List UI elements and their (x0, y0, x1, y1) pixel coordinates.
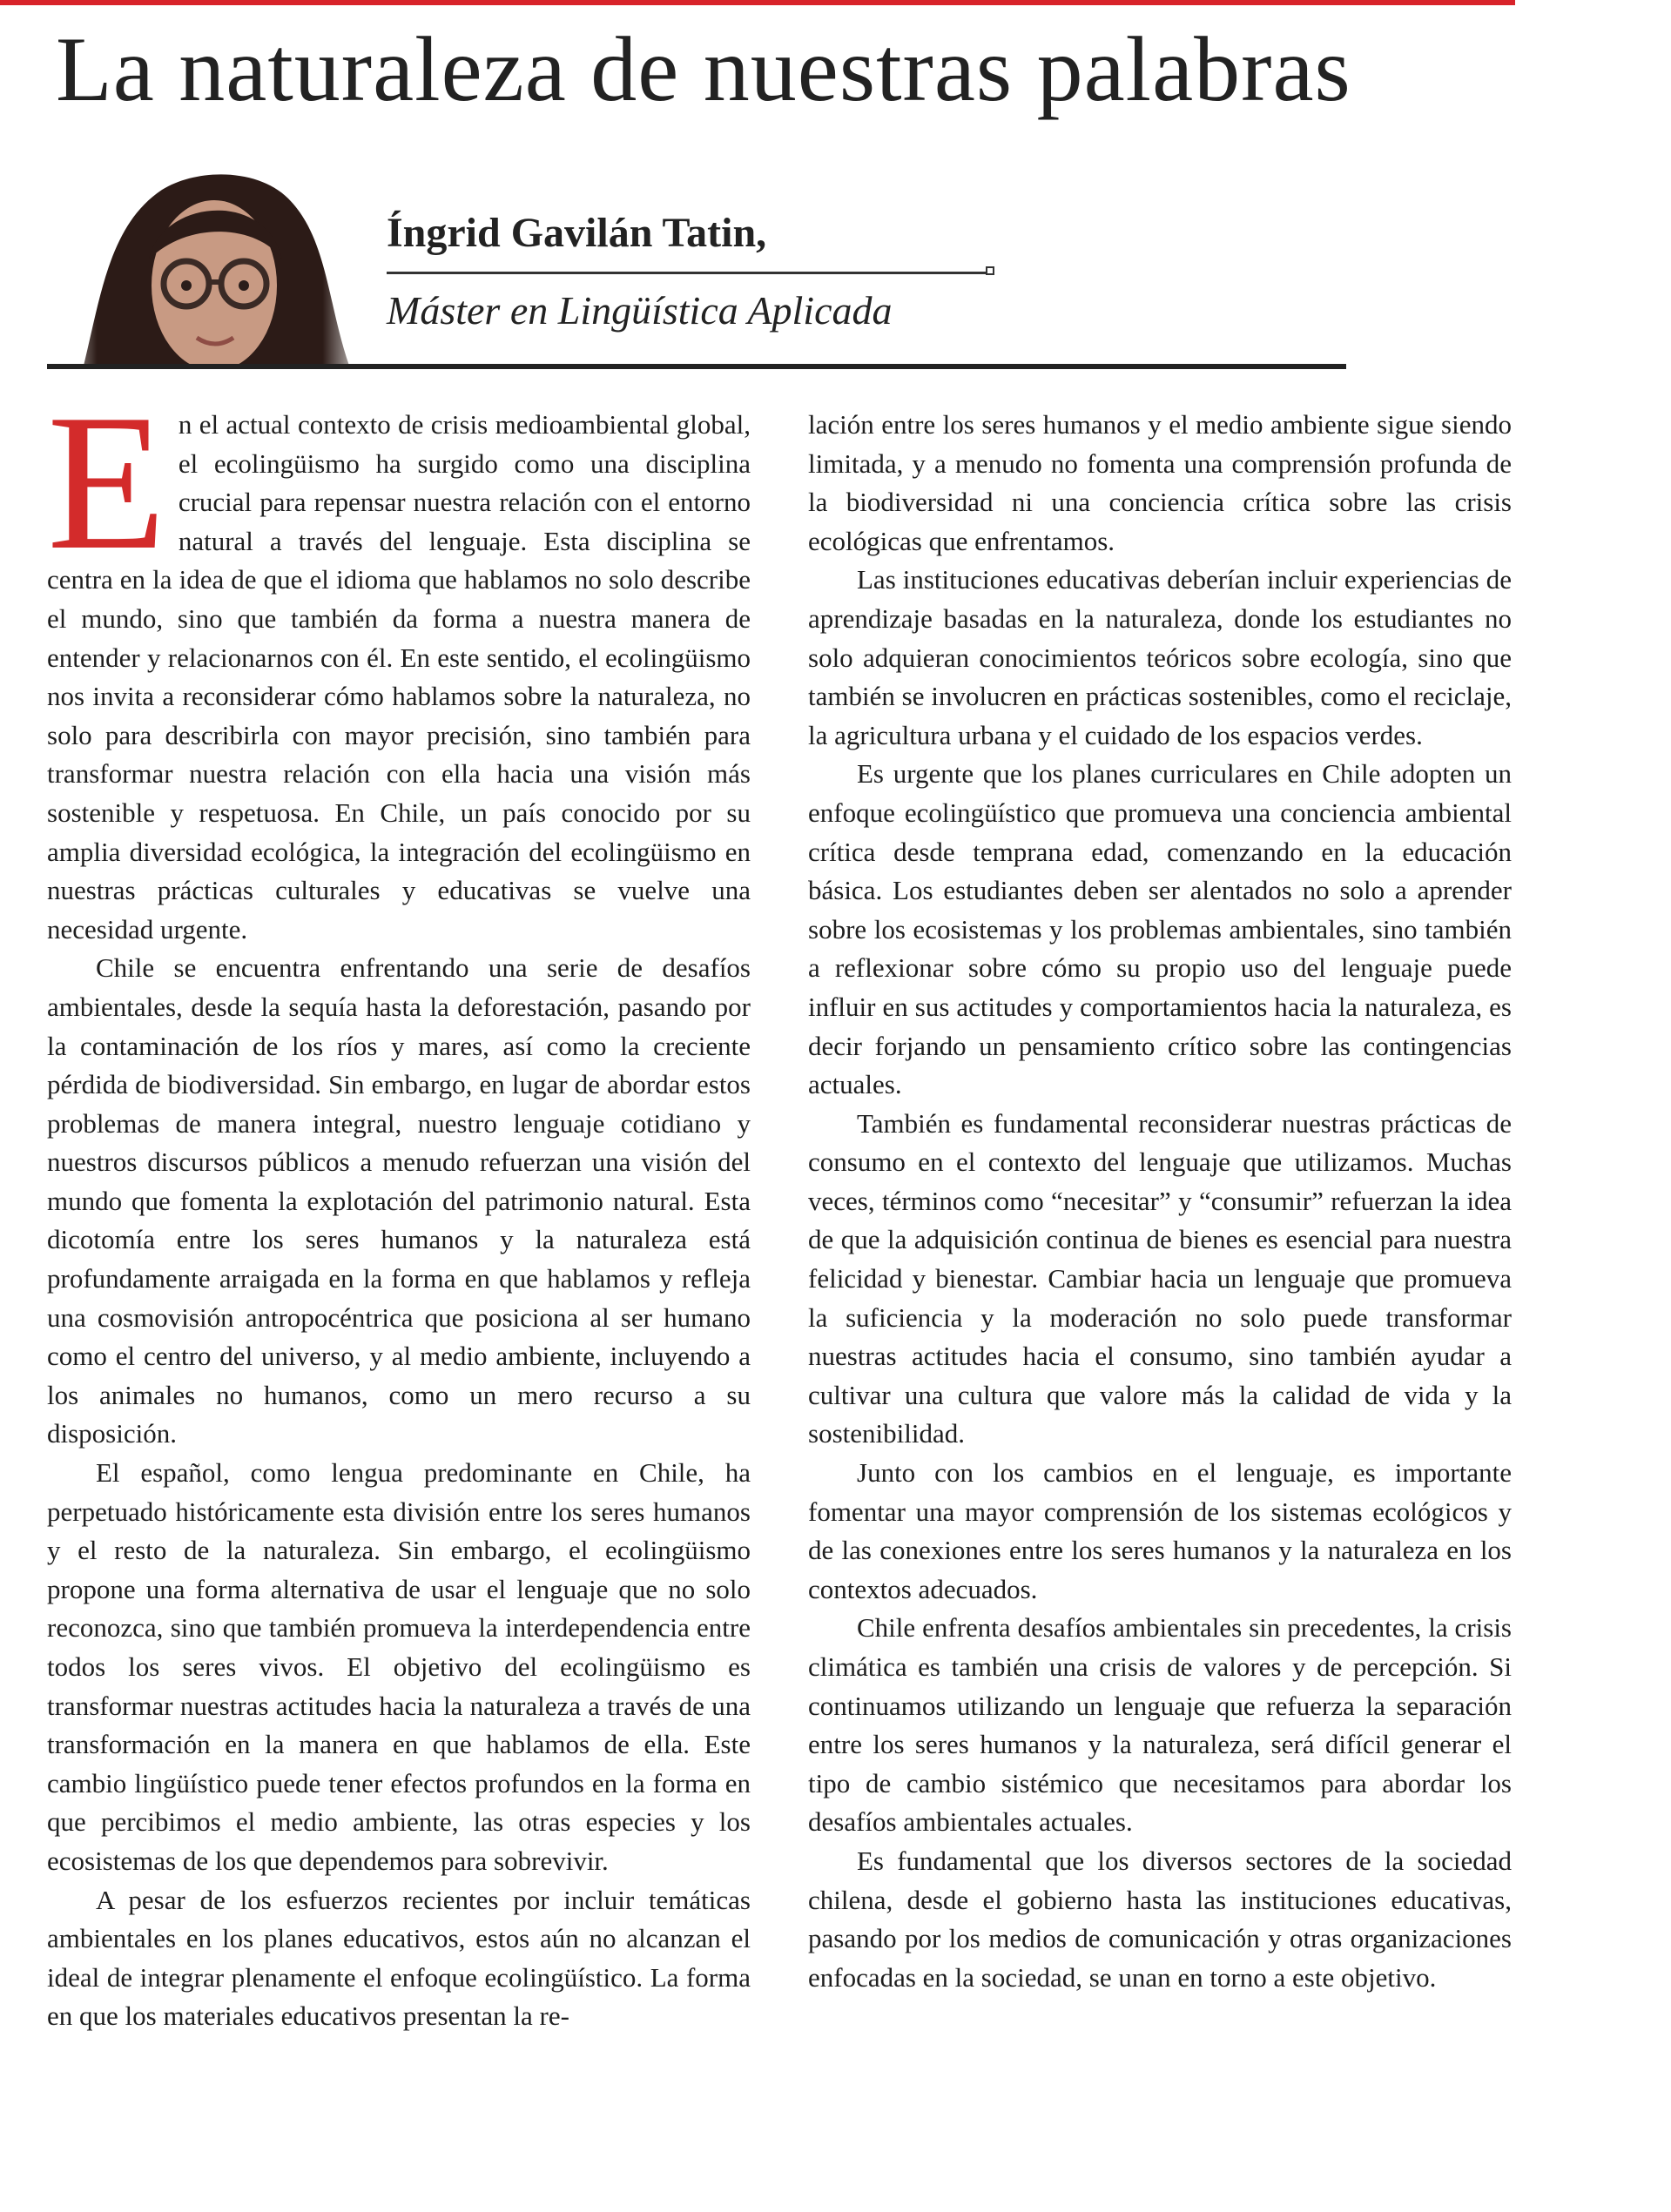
drop-cap: E (47, 374, 166, 590)
article-paragraph: Las instituciones educativas deberían incluir experiencias de aprendizaje basadas en la naturaleza, donde los estudiantes no solo adquieran conocimientos teóricos sobre ecología, sino que también se involucren en prácticas sostenibles, como el reciclaje, la agricultura urbana y el cuidado de los espacios verdes. (808, 564, 1512, 750)
article-paragraph: El español, como lengua predominante en Chile, ha perpetuado históricamente esta división entre los seres humanos y el resto de la naturaleza. Sin embargo, el ecolingüismo propone una forma alternativa de usar el lenguaje que no solo reconozca, sino que también promueva la interdependencia entre todos los seres vivos. El objetivo del ecolingüismo es transformar nuestras actitudes hacia la naturaleza a través de una transformación en la manera en que hablamos de ella. Este cambio lingüístico puede tener efectos profundos en la forma en que percibimos el medio ambiente, las otras especies y los ecosistemas de los que dependemos para sobrevivir. (47, 1457, 751, 1876)
article-paragraph: También es fundamental reconsiderar nuestras prácticas de consumo en el contexto del lenguaje que utilizamos. Muchas veces, términos como “necesitar” y “consumir” refuerzan la idea de que la adquisición continua de bienes es esencial para nuestra felicidad y bienestar. Cambiar hacia un lenguaje que promueva la suficiencia y la moderación no solo puede transformar nuestras actitudes hacia el consumo, sino también ayudar a cultivar una cultura que valore más la calidad de vida y la sostenibilidad. (808, 1107, 1512, 1449)
article-paragraph (47, 374, 751, 949)
author-divider-end (986, 266, 994, 275)
author-role: Máster en Lingüística Aplicada (387, 288, 893, 333)
article-paragraph: Chile enfrenta desafíos ambientales sin precedentes, la crisis climática es también una crisis de valores y de percepción. Si continuamos utilizando un lenguaje que refuerza la separación entre los seres humanos y la naturaleza, será difícil generar el tipo de cambio sistémico que necesitamos para abordar los desafíos ambientales actuales. (808, 1612, 1512, 1838)
author-photo (49, 164, 371, 366)
article-paragraph: Es fundamental que los diversos sectores de la sociedad chilena, desde el gobierno hasta las instituciones educativas, pasando por los medios de comunicación y otras organizaciones enfocadas en la sociedad, se unan en torno a este objetivo. (808, 1845, 1512, 1993)
article-column-right (808, 406, 1512, 1997)
article-paragraph: Es urgente que los planes curriculares en Chile adopten un enfoque ecolingüístico que promueva una conciencia ambiental crítica desde temprana edad, comenzando en la educación básica. Los estudiantes deben ser alentados no solo a aprender sobre los ecosistemas y los problemas ambientales, sino también a reflexionar sobre cómo su propio uso del lenguaje puede influir en sus actitudes y comportamientos hacia la naturaleza, es decir forjando un pensamiento crítico sobre las contingencias actuales. (808, 758, 1512, 1100)
article-paragraph: Chile se encuentra enfrentando una serie de desafíos ambientales, desde la sequía hasta la deforestación, pasando por la contaminación de los ríos y mares, así como la creciente pérdida de biodiversidad. Sin embargo, en lugar de abordar estos problemas de manera integral, nuestro lenguaje cotidiano y nuestros discursos públicos a menudo refuerzan una visión del mundo que fomenta la explotación del patrimonio natural. Esta dicotomía entre los seres humanos y la naturaleza está profundamente arraigada en la forma en que hablamos y refleja una cosmovisión antropocéntrica que posiciona al ser humano como el centro del universo, y al medio ambiente, incluyendo a los animales no humanos, como un mero recurso a su disposición. (47, 952, 751, 1449)
author-name: Íngrid Gavilán Tatin, (387, 210, 767, 256)
top-accent-rule (0, 0, 1515, 5)
article-paragraph: A pesar de los esfuerzos recientes por incluir temáticas ambientales en los planes educativos, estos aún no alcanzan el ideal de integrar plenamente el enfoque ecolingüístico. La forma en que los materiales educativos presentan la re- (47, 1884, 751, 2032)
article-title: La naturaleza de nuestras palabras (56, 18, 1351, 120)
article-paragraph: Junto con los cambios en el lenguaje, es importante fomentar una mayor comprensión de los sistemas ecológicos y de las conexiones entre los seres humanos y la naturaleza en los contextos adecuados. (808, 1457, 1512, 1604)
article-paragraph: lación entre los seres humanos y el medio ambiente sigue siendo limitada, y a menudo no fomenta una comprensión profunda de la biodiversidad ni una conciencia crítica sobre las crisis ecológicas que enfrentamos. (808, 409, 1512, 556)
header-divider (47, 364, 1346, 369)
author-divider (387, 272, 987, 274)
paragraph-text: n el actual contexto de crisis medioambiental global, el ecolingüismo ha surgido como una disciplina crucial para repensar nuestra relación con el entorno natural a través del lenguaje. Esta disciplina se centra en la idea de que el idioma que hablamos no solo describe el mundo, sino que también da forma a nuestra manera de entender y relacionarnos con él. En este sentido, el ecolingüismo nos invita a reconsiderar cómo hablamos sobre la naturaleza, no solo para describirla con mayor precisión, sino también para transformar nuestra relación con ella hacia una visión más sostenible y respetuosa. En Chile, un país conocido por su amplia diversidad ecológica, la integración del ecolingüismo en nuestras prácticas culturales y educativas se vuelve una necesidad urgente. (47, 409, 751, 945)
article-column-left (47, 374, 751, 2036)
